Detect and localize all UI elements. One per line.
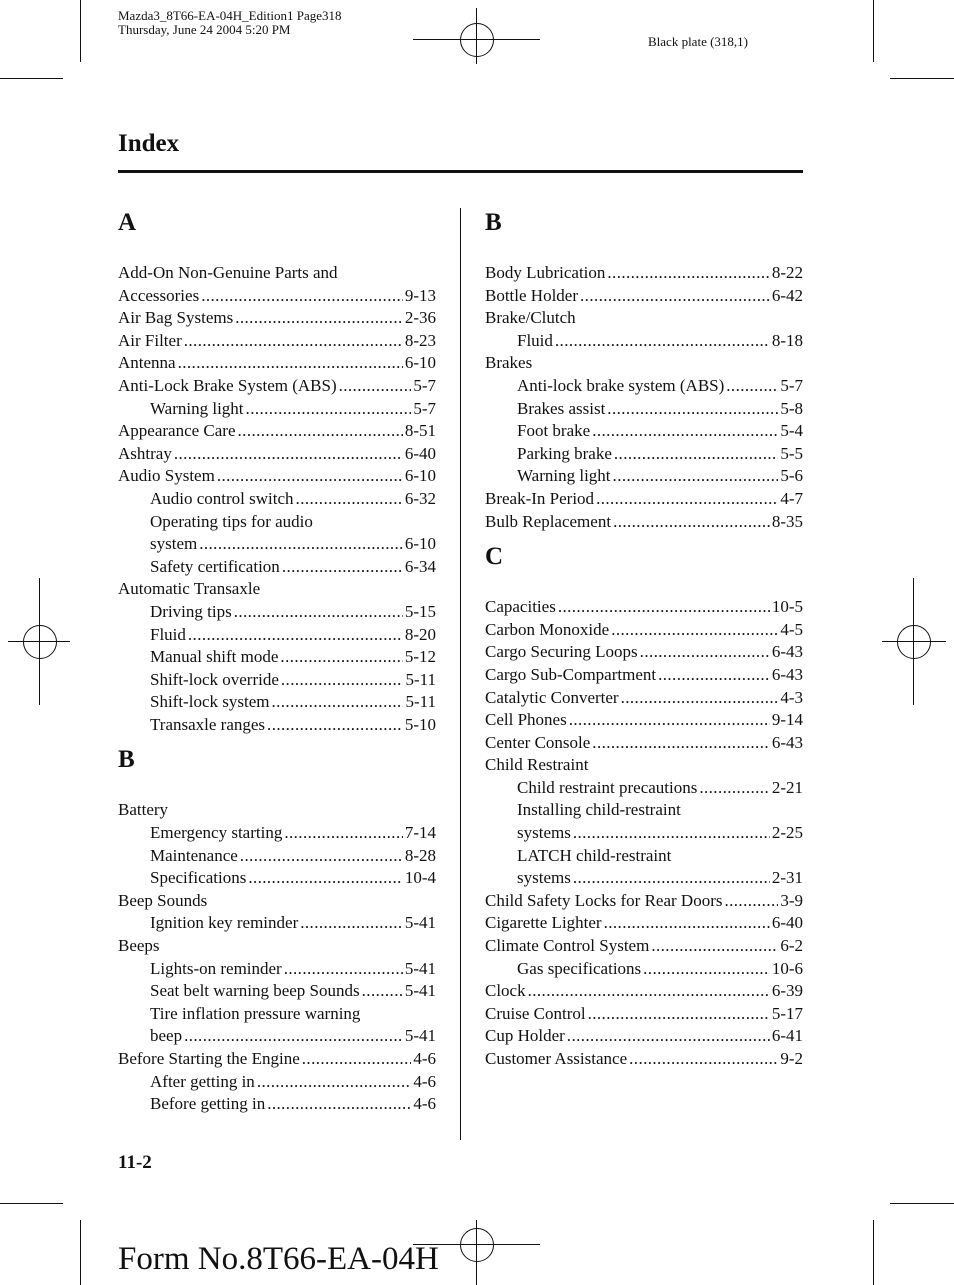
index-subentry [118, 1071, 436, 1094]
entry-label: Brakes assist [517, 398, 606, 418]
entry-page: 10-4 [404, 868, 436, 888]
entry-label: Air Filter [118, 330, 182, 350]
dot-leader [281, 669, 404, 692]
entry-page: 7-14 [404, 823, 436, 843]
entry-page: 6-34 [404, 556, 436, 576]
entry-label: Capacities [485, 597, 556, 617]
dot-leader [555, 330, 770, 353]
index-subentry [485, 420, 803, 443]
entry-label: Brakes [485, 353, 533, 373]
entry-page: 8-28 [404, 845, 436, 865]
dot-leader [280, 646, 402, 669]
entry-page: 4-5 [780, 619, 803, 639]
entry-page: 5-4 [780, 421, 803, 441]
dot-leader [592, 420, 778, 443]
entry-label: Cargo Securing Loops [485, 642, 638, 662]
index-subentry [118, 556, 436, 579]
index-entry [485, 1048, 803, 1071]
dot-leader [724, 890, 778, 913]
entry-label: Beeps [118, 936, 160, 956]
entry-label: systems [517, 868, 571, 888]
entry-label: Customer Assistance [485, 1049, 628, 1068]
dot-leader [362, 980, 403, 1003]
entry-page: 8-51 [404, 421, 436, 441]
entry-page: 3-9 [780, 890, 803, 910]
entry-page: 6-10 [404, 353, 436, 373]
index-subentry [118, 601, 436, 624]
entry-label: Driving tips [150, 601, 232, 621]
index-subentry [118, 533, 436, 556]
index-entry [485, 488, 803, 511]
dot-leader [643, 958, 770, 981]
section-letter: B [118, 746, 135, 774]
entry-label: Bottle Holder [485, 285, 579, 305]
entry-label: Cruise Control [485, 1003, 586, 1023]
entry-label: Audio control switch [150, 488, 294, 508]
entry-label: Specifications [150, 868, 247, 888]
entry-page: 8-20 [404, 624, 436, 644]
entry-page: 6-41 [771, 1026, 803, 1046]
dot-leader [573, 867, 770, 890]
entry-label: Automatic Transaxle [118, 579, 261, 599]
entry-label: Foot brake [517, 421, 591, 441]
entry-page: 4-6 [413, 1071, 436, 1091]
dot-leader [234, 601, 403, 624]
entry-label: Parking brake [517, 443, 612, 463]
index-entry [118, 465, 436, 488]
dot-leader [184, 330, 403, 353]
entry-page: 5-7 [780, 375, 803, 395]
dot-leader [611, 619, 778, 642]
entry-page: 6-2 [780, 936, 803, 956]
dot-leader [267, 1093, 411, 1116]
entry-page: 4-6 [413, 1049, 436, 1068]
dot-leader [613, 511, 770, 534]
entry-label: Fluid [150, 624, 186, 644]
index-subentry [118, 1025, 436, 1048]
entry-label: Climate Control System [485, 936, 650, 956]
entry-label: systems [517, 823, 571, 843]
index-subentry [118, 714, 436, 737]
entry-label: Anti-lock brake system (ABS) [517, 375, 725, 395]
index-entry [485, 732, 803, 755]
dot-leader [257, 1071, 412, 1094]
dot-leader [201, 285, 403, 308]
entry-label: Warning light [517, 466, 611, 486]
entry-label: Center Console [485, 732, 591, 752]
dot-leader [178, 352, 403, 375]
dot-leader [604, 912, 770, 935]
entry-label: Fluid [517, 330, 553, 350]
entry-label: Add-On Non-Genuine Parts and [118, 263, 338, 282]
entry-label: LATCH child-restraint [517, 845, 672, 865]
entry-page: 6-10 [404, 534, 436, 554]
entry-label: Clock [485, 981, 526, 1001]
entry-label: Brake/Clutch [485, 308, 576, 328]
index-entry [485, 307, 803, 330]
dot-leader [300, 912, 403, 935]
index-entry [485, 352, 803, 375]
index-subentry [118, 867, 436, 890]
index-entry [118, 1048, 436, 1071]
entry-label: Maintenance [150, 845, 238, 865]
entry-page: 4-7 [780, 488, 803, 508]
index-subentry [485, 398, 803, 421]
entry-page: 6-40 [404, 443, 436, 463]
section-letter: B [485, 209, 502, 236]
entry-page: 8-23 [404, 330, 436, 350]
index-entry [118, 890, 436, 913]
index-entry [485, 285, 803, 308]
entry-page: 5-41 [404, 981, 436, 1001]
index-entry [485, 687, 803, 710]
index-subentry [485, 845, 803, 868]
dot-leader [640, 641, 770, 664]
index-subentry [118, 691, 436, 714]
index-subentry [485, 822, 803, 845]
dot-leader [284, 958, 403, 981]
index-entry [118, 352, 436, 375]
dot-leader [240, 845, 403, 868]
entry-label: Transaxle ranges [150, 714, 266, 734]
index-entry [118, 420, 436, 443]
entry-page: 5-8 [780, 398, 803, 418]
index-entry [485, 596, 803, 619]
dot-leader [588, 1003, 770, 1026]
entry-label: Child Safety Locks for Rear Doors [485, 890, 723, 910]
index-subentry [118, 488, 436, 511]
entry-label: Break-In Period [485, 488, 595, 508]
entry-page: 5-6 [780, 466, 803, 486]
entry-label: Anti-Lock Brake System (ABS) [118, 375, 337, 395]
entry-label: Operating tips for audio [150, 511, 313, 531]
entry-label: Before getting in [150, 1094, 266, 1114]
entry-page: 8-22 [771, 263, 803, 282]
entry-label: Cell Phones [485, 710, 567, 730]
index-entry [118, 285, 436, 308]
entry-page: 6-39 [771, 981, 803, 1001]
entry-label: Child Restraint [485, 755, 589, 775]
entry-label: Body Lubrication [485, 263, 606, 282]
entry-page: 2-31 [771, 868, 803, 888]
index-subentry [118, 822, 436, 845]
dot-leader [282, 556, 403, 579]
entry-label: Shift-lock override [150, 669, 279, 689]
index-entry [485, 619, 803, 642]
title-rule [118, 170, 803, 173]
entry-label: system [150, 534, 198, 554]
entry-label: Air Bag Systems [118, 308, 234, 328]
index-subentry [118, 511, 436, 534]
dot-leader [339, 375, 412, 398]
entry-page: 9-2 [780, 1049, 803, 1068]
index-subentry [118, 1003, 436, 1026]
entry-label: Child restraint precautions [517, 777, 698, 797]
dot-leader [607, 398, 778, 421]
index-entry [118, 375, 436, 398]
dot-leader [726, 375, 778, 398]
dot-leader [246, 398, 412, 421]
column-divider [460, 208, 461, 1140]
index-entry [485, 1003, 803, 1026]
dot-leader [558, 596, 770, 619]
entry-label: Lights-on reminder [150, 958, 282, 978]
entry-page: 5-17 [771, 1003, 803, 1023]
dot-leader [302, 1048, 412, 1071]
dot-leader [528, 980, 770, 1003]
entry-label: Cigarette Lighter [485, 913, 602, 933]
entry-label: Catalytic Converter [485, 687, 619, 707]
index-column-right [485, 205, 803, 1071]
dot-leader [238, 420, 403, 443]
dot-leader [567, 1025, 770, 1048]
dot-leader [573, 822, 770, 845]
index-entry [118, 330, 436, 353]
dot-leader [296, 488, 403, 511]
index-entry [118, 935, 436, 958]
dot-leader [199, 533, 403, 556]
entry-label: Gas specifications [517, 958, 642, 978]
entry-page: 5-11 [405, 669, 436, 689]
entry-page: 5-7 [413, 398, 436, 418]
index-subentry [118, 958, 436, 981]
index-entry [118, 262, 436, 285]
entry-page: 6-42 [771, 285, 803, 305]
index-subentry [118, 845, 436, 868]
entry-label: Seat belt warning beep Sounds [150, 981, 360, 1001]
entry-label: Cargo Sub-Compartment [485, 664, 657, 684]
index-entry [485, 664, 803, 687]
plate-label: Black plate (318,1) [648, 34, 748, 49]
entry-page: 4-3 [780, 687, 803, 707]
entry-page: 5-41 [404, 913, 436, 933]
dot-leader [651, 935, 778, 958]
entry-label: Audio System [118, 466, 215, 486]
entry-label: Installing child-restraint [517, 800, 681, 820]
dot-leader [188, 624, 403, 647]
dot-leader [580, 285, 770, 308]
entry-page: 6-43 [771, 732, 803, 752]
dot-leader [174, 443, 403, 466]
file-info-line-1: Mazda3_8T66-EA-04H_Edition1 Page318 [118, 8, 342, 23]
entry-label: Emergency starting [150, 823, 283, 843]
index-subentry [485, 777, 803, 800]
index-subentry [118, 1093, 436, 1116]
index-entry [485, 641, 803, 664]
index-column-left [118, 205, 436, 1116]
section-letter: A [118, 209, 137, 236]
dot-leader [592, 732, 770, 755]
entry-label: Battery [118, 800, 169, 820]
index-entry [485, 912, 803, 935]
dot-leader [271, 691, 403, 714]
page-number: 11-2 [118, 1152, 152, 1173]
file-info-line-2: Thursday, June 24 2004 5:20 PM [118, 22, 291, 37]
index-subentry [485, 799, 803, 822]
entry-label: Cup Holder [485, 1026, 565, 1046]
index-entry [485, 262, 803, 285]
entry-page: 10-5 [771, 597, 803, 617]
entry-label: Shift-lock system [150, 692, 270, 712]
dot-leader [607, 262, 769, 285]
entry-page: 6-40 [771, 913, 803, 933]
dot-leader [613, 465, 779, 488]
entry-label: Ignition key reminder [150, 913, 299, 933]
entry-page: 2-36 [404, 308, 436, 328]
entry-page: 5-7 [413, 375, 436, 395]
index-subentry [118, 646, 436, 669]
index-subentry [485, 867, 803, 890]
index-subentry [485, 465, 803, 488]
dot-leader [184, 1025, 403, 1048]
entry-page: 6-32 [404, 488, 436, 508]
index-entry [485, 754, 803, 777]
entry-page: 6-43 [771, 642, 803, 662]
dot-leader [629, 1048, 778, 1071]
entry-label: Safety certification [150, 556, 280, 576]
index-subentry [118, 912, 436, 935]
entry-page: 4-6 [413, 1094, 436, 1114]
entry-page: 9-13 [404, 285, 436, 305]
index-subentry [118, 980, 436, 1003]
dot-leader [248, 867, 403, 890]
dot-leader [217, 465, 403, 488]
page-title: Index [118, 130, 180, 157]
index-subentry [485, 330, 803, 353]
entry-label: Accessories [118, 285, 200, 305]
entry-label: Tire inflation pressure warning [150, 1003, 361, 1023]
entry-page: 10-6 [771, 958, 803, 978]
entry-label: Beep Sounds [118, 890, 208, 910]
dot-leader [614, 443, 778, 466]
index-subentry [118, 669, 436, 692]
entry-page: 6-43 [771, 664, 803, 684]
entry-label: Ashtray [118, 443, 172, 463]
dot-leader [596, 488, 778, 511]
section-letter: C [485, 543, 504, 571]
entry-page: 5-15 [404, 601, 436, 621]
entry-page: 5-10 [404, 714, 436, 734]
index-entry [118, 799, 436, 822]
index-entry [118, 307, 436, 330]
index-subentry [118, 624, 436, 647]
index-entry [485, 890, 803, 913]
dot-leader [267, 714, 403, 737]
dot-leader [235, 307, 403, 330]
index-entry [485, 1025, 803, 1048]
index-entry [118, 443, 436, 466]
entry-page: 2-21 [771, 777, 803, 797]
form-number: Form No.8T66-EA-04H [118, 1241, 439, 1277]
dot-leader [621, 687, 779, 710]
entry-label: Bulb Replacement [485, 511, 612, 531]
entry-page: 5-41 [404, 1026, 436, 1046]
entry-page: 5-12 [404, 647, 436, 667]
entry-page: 6-10 [404, 466, 436, 486]
dot-leader [569, 709, 770, 732]
index-entry [485, 511, 803, 534]
entry-page: 5-5 [780, 443, 803, 463]
entry-label: Antenna [118, 353, 176, 373]
entry-label: beep [150, 1026, 183, 1046]
entry-page: 2-25 [771, 823, 803, 843]
entry-label: Warning light [150, 398, 244, 418]
entry-page: 5-41 [404, 958, 436, 978]
index-subentry [118, 398, 436, 421]
dot-leader [284, 822, 402, 845]
index-entry [485, 709, 803, 732]
entry-page: 9-14 [771, 710, 803, 730]
entry-page: 5-11 [405, 692, 436, 712]
entry-page: 8-35 [771, 511, 803, 531]
dot-leader [699, 777, 769, 800]
dot-leader [658, 664, 770, 687]
index-subentry [485, 443, 803, 466]
index-entry [485, 935, 803, 958]
entry-label: Appearance Care [118, 421, 236, 441]
entry-page: 8-18 [771, 330, 803, 350]
index-subentry [485, 958, 803, 981]
entry-label: Carbon Monoxide [485, 619, 610, 639]
entry-label: Manual shift mode [150, 647, 279, 667]
index-entry [485, 980, 803, 1003]
index-subentry [485, 375, 803, 398]
entry-label: Before Starting the Engine [118, 1049, 300, 1068]
entry-label: After getting in [150, 1071, 255, 1091]
index-entry [118, 578, 436, 601]
